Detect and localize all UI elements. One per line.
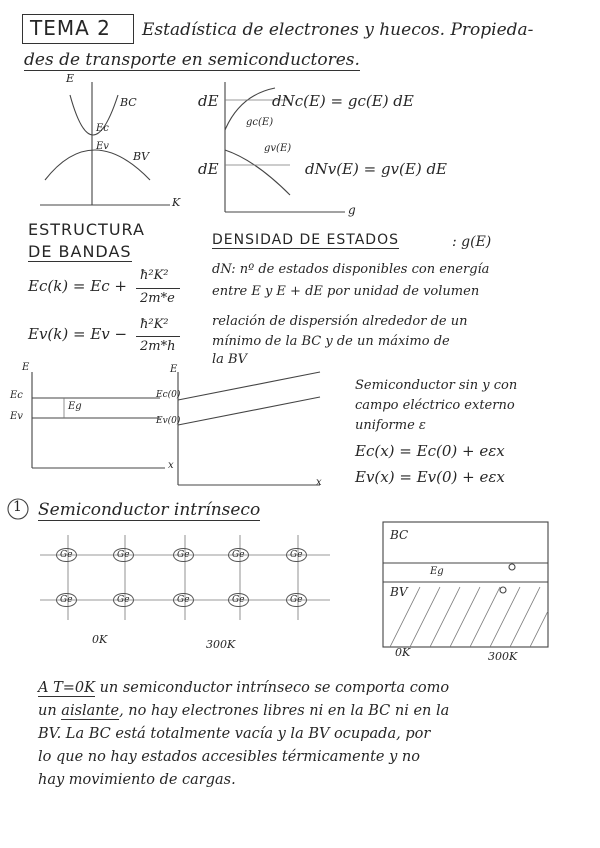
- eq-v-den: 2m*h: [140, 339, 176, 354]
- section-number: 1: [13, 499, 22, 515]
- paragraph-line-3: BV. La BC está totalmente vacía y la BV ocupada, por: [38, 726, 431, 742]
- ec-tilted-line: [178, 372, 320, 400]
- paragraph-t0k: A T=0K: [38, 680, 95, 696]
- paragraph-line-1-rest: un semiconductor intrínseco se comporta como: [94, 680, 450, 696]
- ev-tilted-line: [178, 397, 320, 425]
- campo-eq-2: Ev(x) = Ev(0) + eεx: [355, 468, 505, 486]
- eq-v-num: ħ²K²: [140, 317, 169, 332]
- paragraph-line-2-start: un: [38, 703, 62, 719]
- rel-line-3: la BV: [212, 352, 247, 367]
- eq-c-num: ħ²K²: [140, 268, 169, 283]
- ge-atom: Ge: [286, 593, 307, 607]
- eq-v-left: Ev(k) = Ev −: [28, 325, 128, 343]
- gv-curve: [225, 150, 290, 195]
- box-bc-label: BC: [390, 528, 409, 542]
- field-ec-label: Ec: [10, 390, 23, 401]
- ge-atom: Ge: [173, 548, 194, 562]
- eq-c-left: Ec(k) = Ec +: [28, 277, 127, 295]
- estructura-title-2: DE BANDAS: [28, 242, 132, 261]
- rel-line-1: relación de dispersión alrededor de un: [212, 314, 468, 329]
- densidad-title: DENSIDAD DE ESTADOS: [212, 232, 399, 248]
- paragraph-line-1: [38, 680, 449, 696]
- bv-label: BV: [133, 150, 150, 163]
- ge-atom: Ge: [56, 593, 77, 607]
- dn-line-2: entre E y E + dE por unidad de volumen: [212, 284, 480, 299]
- box-eg-label: Eg: [430, 566, 444, 577]
- paragraph-line-2-rest: , no hay electrones libres ni en la BC ni en la: [119, 703, 450, 719]
- tema-label: TEMA 2: [30, 16, 111, 40]
- ev-label: Ev: [96, 141, 109, 152]
- field-diagram-left: [32, 372, 165, 468]
- gc-label: gc(E): [246, 117, 274, 128]
- title-line-1: Estadística de electrones y huecos. Propieda-: [142, 20, 534, 40]
- field-left-e-label: E: [22, 362, 30, 373]
- ge-atom: Ge: [286, 548, 307, 562]
- ge-atom: Ge: [228, 593, 249, 607]
- field-ec0-label: Ec(0): [156, 390, 181, 400]
- paragraph-line-2: [38, 703, 449, 719]
- dn-line-1: dN: nº de estados disponibles con energía: [212, 262, 490, 277]
- box-bv-label: BV: [390, 585, 408, 599]
- paragraph-aislante: aislante: [61, 703, 120, 719]
- hole-dot: [500, 587, 506, 593]
- field-diagram-right: [178, 372, 320, 485]
- de-top: dE: [198, 92, 219, 110]
- g-axis-label: g: [348, 203, 356, 217]
- gv-label: gv(E): [264, 143, 292, 154]
- campo-line-3: uniforme ε: [355, 418, 426, 433]
- eq-c-fraction-bar: [136, 288, 180, 289]
- field-ev0-label: Ev(0): [156, 416, 181, 426]
- eq-v-fraction-bar: [136, 336, 180, 337]
- ec-label: Ec: [96, 123, 109, 134]
- paragraph-line-5: hay movimiento de cargas.: [38, 772, 236, 788]
- dos-eq-bottom: dNv(E) = gv(E) dE: [305, 160, 448, 178]
- band-e-axis-label: E: [66, 72, 75, 85]
- electron-dot: [509, 564, 515, 570]
- box-0k-label: 0K: [395, 646, 411, 659]
- campo-line-2: campo eléctrico externo: [355, 398, 515, 413]
- title-line-2: des de transporte en semiconductores.: [24, 50, 360, 70]
- field-ev-label: Ev: [10, 411, 23, 422]
- bv-hatching: [390, 587, 548, 647]
- de-bottom: dE: [198, 160, 219, 178]
- band-k-axis-label: K: [172, 196, 181, 209]
- field-right-x-label: x: [316, 477, 322, 488]
- campo-eq-1: Ec(x) = Ec(0) + eεx: [355, 442, 505, 460]
- paragraph-line-4: lo que no hay estados accesibles térmicamente y no: [38, 749, 420, 765]
- rel-line-2: mínimo de la BC y de un máximo de: [212, 334, 450, 349]
- field-eg-label: Eg: [68, 401, 82, 412]
- lattice-0k-label: 0K: [92, 633, 108, 646]
- dos-eq-top: dNc(E) = gc(E) dE: [272, 92, 414, 110]
- field-right-e-label: E: [170, 364, 178, 375]
- lattice-300k-label: 300K: [206, 638, 236, 651]
- box-300k-label: 300K: [488, 650, 518, 663]
- ge-atom: Ge: [56, 548, 77, 562]
- ge-atom: Ge: [113, 593, 134, 607]
- conduction-band-curve: [70, 95, 118, 135]
- estructura-title-1: ESTRUCTURA: [28, 220, 145, 239]
- bc-label: BC: [120, 96, 137, 109]
- eq-c-den: 2m*e: [140, 291, 175, 306]
- field-left-x-label: x: [168, 460, 174, 471]
- ge-atom: Ge: [228, 548, 249, 562]
- section-title: Semiconductor intrínseco: [38, 500, 261, 520]
- densidad-title-suffix: : g(E): [452, 234, 492, 250]
- ge-atom: Ge: [113, 548, 134, 562]
- ge-atom: Ge: [173, 593, 194, 607]
- campo-line-1: Semiconductor sin y con: [355, 378, 518, 393]
